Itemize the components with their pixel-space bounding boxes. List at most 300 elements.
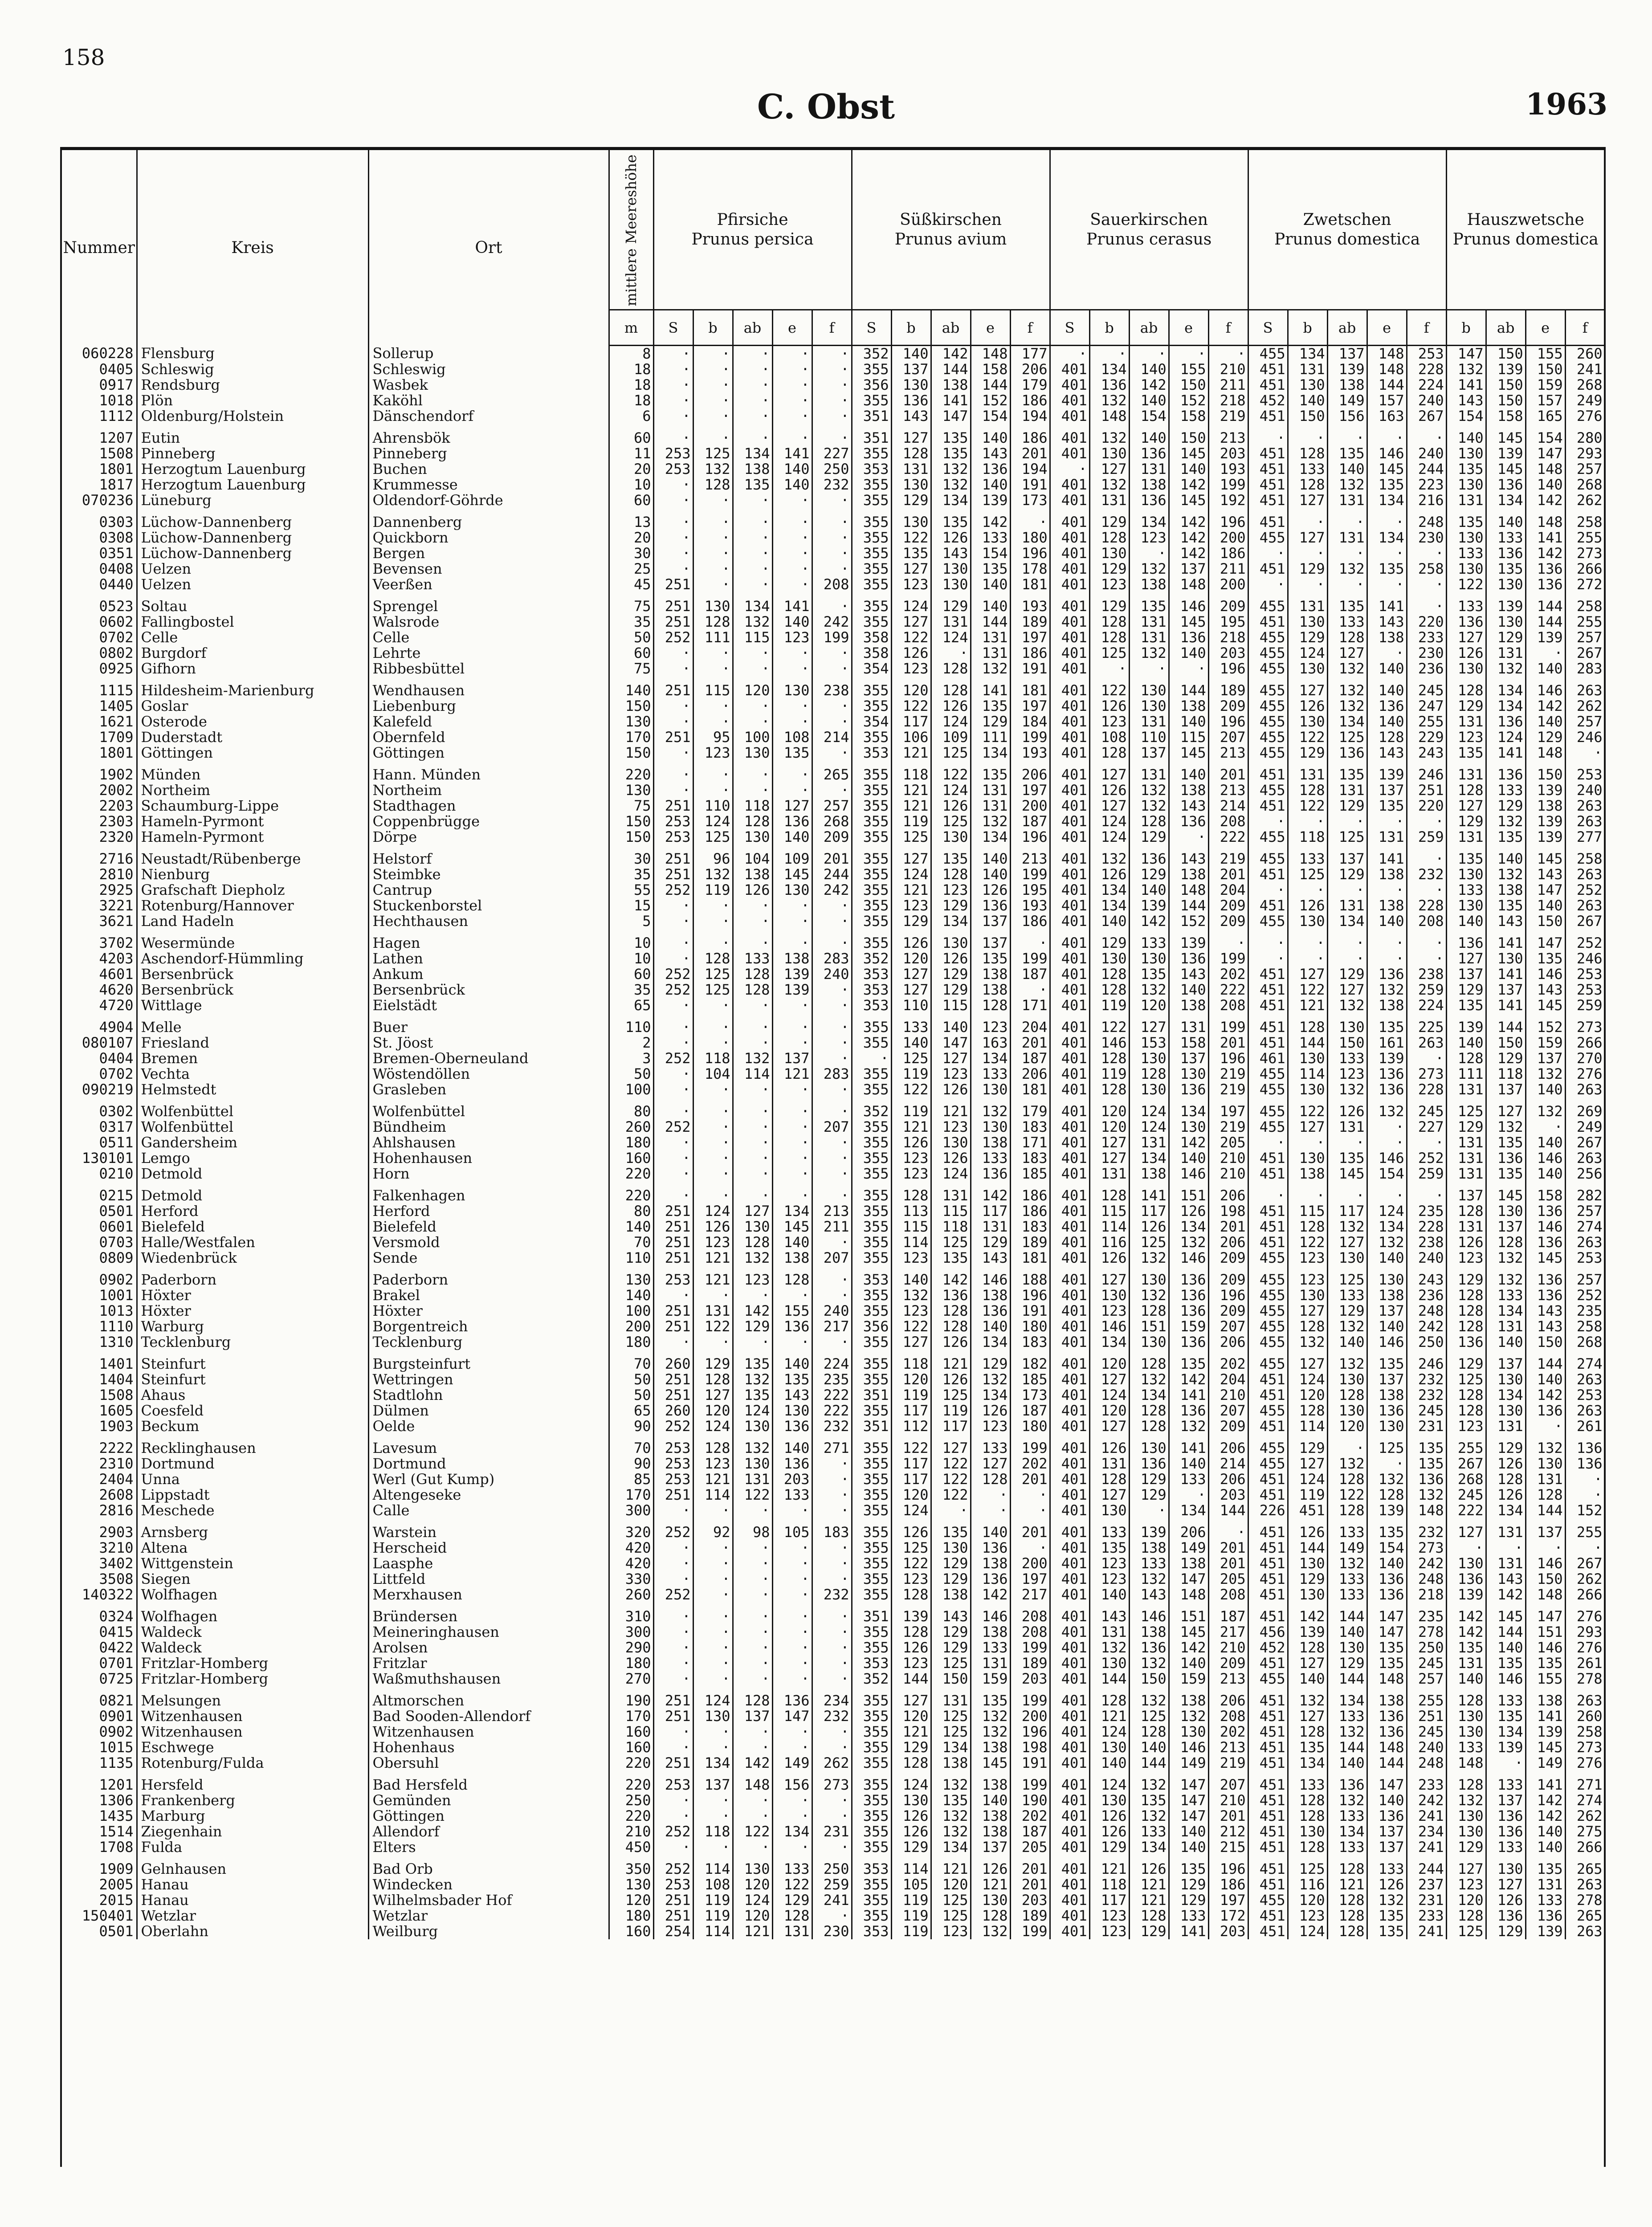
cell-value: ·: [812, 1334, 852, 1350]
cell-nummer: 2816: [62, 1503, 137, 1518]
cell-value: 138: [1169, 1556, 1208, 1571]
cell-value: 123: [891, 1250, 931, 1266]
cell-value: ·: [653, 1097, 693, 1119]
cell-value: 189: [1208, 677, 1248, 698]
cell-value: ·: [693, 1587, 733, 1603]
cell-value: 128: [1288, 1319, 1327, 1334]
cell-value: ·: [772, 530, 812, 546]
cell-value: 401: [1050, 1288, 1089, 1303]
cell-value: ·: [653, 493, 693, 508]
cell-value: 131: [1367, 829, 1407, 845]
cell-value: ·: [653, 1334, 693, 1350]
table-row: [62, 1097, 1605, 1119]
cell-value: 130: [1288, 661, 1327, 677]
cell-value: 138: [1367, 1687, 1407, 1709]
cell-value: 140: [1486, 1334, 1526, 1350]
cell-value: 136: [1526, 1203, 1565, 1219]
cell-value: 401: [1050, 1051, 1089, 1066]
cell-nummer: 150401: [62, 1908, 137, 1924]
header-group-suesskirschen: [852, 150, 1050, 310]
cell-value: 121: [1129, 1877, 1169, 1893]
cell-ort: Altmorschen: [368, 1687, 609, 1709]
cell-value: ·: [693, 783, 733, 798]
cell-kreis: Gandersheim: [137, 1135, 368, 1150]
cell-value: 208: [812, 577, 852, 592]
cell-value: 218: [1208, 630, 1248, 645]
cell-value: 134: [1129, 1840, 1169, 1855]
cell-value: 262: [812, 1755, 852, 1771]
cell-nummer: 1817: [62, 477, 137, 493]
cell-value: 122: [1089, 1013, 1129, 1035]
cell-value: 253: [1565, 982, 1605, 998]
table-row: [62, 1877, 1605, 1893]
cell-kreis: Fritzlar-Homberg: [137, 1671, 368, 1687]
cell-ort: Tecklenburg: [368, 1334, 609, 1350]
cell-nummer: 0501: [62, 1203, 137, 1219]
table-row: [62, 1687, 1605, 1709]
cell-value: 138: [971, 1624, 1010, 1640]
cell-value: 401: [1050, 1235, 1089, 1250]
cell-hoehe: 140: [609, 1288, 653, 1303]
cell-kreis: Aschendorf-Hümmling: [137, 951, 368, 967]
cell-value: ·: [693, 761, 733, 783]
cell-value: 139: [1486, 362, 1526, 377]
cell-value: 136: [1129, 845, 1169, 867]
cell-value: 121: [1129, 1893, 1169, 1908]
cell-kreis: Tecklenburg: [137, 1334, 368, 1350]
cell-value: 123: [1288, 1908, 1327, 1924]
cell-value: 128: [733, 982, 772, 998]
cell-value: 263: [1565, 1403, 1605, 1419]
cell-value: 127: [1089, 798, 1129, 814]
cell-value: 127: [891, 561, 931, 577]
table-row: [62, 982, 1605, 998]
cell-value: 455: [1248, 1097, 1288, 1119]
cell-value: 198: [1208, 1203, 1248, 1219]
cell-value: ·: [733, 1334, 772, 1350]
cell-value: 115: [931, 998, 971, 1013]
cell-value: 129: [1169, 1893, 1208, 1908]
cell-value: 401: [1050, 1893, 1089, 1908]
cell-value: 130: [1288, 1587, 1327, 1603]
cell-value: ·: [693, 1793, 733, 1808]
cell-value: 184: [1010, 714, 1050, 730]
cell-kreis: Lüchow-Dannenberg: [137, 546, 368, 561]
cell-value: 124: [931, 630, 971, 645]
cell-value: 355: [852, 898, 891, 914]
cell-value: ·: [1367, 508, 1407, 530]
cell-value: 455: [1248, 1350, 1288, 1372]
cell-value: 127: [1089, 1150, 1129, 1166]
cell-value: 260: [1565, 346, 1605, 362]
cell-value: 150: [1486, 1035, 1526, 1051]
table-row: [62, 645, 1605, 661]
cell-value: ·: [1367, 951, 1407, 967]
cell-value: 355: [852, 1035, 891, 1051]
subheader-b: b: [1446, 310, 1486, 346]
group-latin: Prunus domestica: [1274, 230, 1420, 249]
cell-value: 451: [1248, 362, 1288, 377]
cell-value: 144: [1208, 1503, 1248, 1518]
cell-value: ·: [693, 1082, 733, 1097]
cell-value: 455: [1248, 1671, 1288, 1687]
cell-value: 207: [812, 1250, 852, 1266]
cell-value: 121: [891, 882, 931, 898]
cell-value: 126: [931, 1334, 971, 1350]
cell-value: ·: [693, 393, 733, 408]
cell-value: ·: [812, 377, 852, 393]
cell-value: 240: [1565, 783, 1605, 798]
cell-hoehe: 220: [609, 1771, 653, 1793]
cell-value: 128: [1129, 1724, 1169, 1740]
cell-value: 148: [1526, 508, 1565, 530]
cell-ort: Bründersen: [368, 1603, 609, 1624]
cell-value: 142: [971, 1182, 1010, 1203]
cell-value: 109: [931, 730, 971, 745]
cell-value: 132: [1089, 477, 1129, 493]
cell-value: 253: [1565, 1250, 1605, 1266]
cell-value: 140: [772, 461, 812, 477]
cell-value: 401: [1050, 1808, 1089, 1824]
cell-value: 140: [772, 1434, 812, 1456]
cell-value: 351: [852, 1603, 891, 1624]
cell-hoehe: 50: [609, 1066, 653, 1082]
cell-value: 401: [1050, 1419, 1089, 1434]
cell-value: 235: [1407, 1603, 1446, 1624]
cell-hoehe: 11: [609, 446, 653, 461]
cell-hoehe: 150: [609, 745, 653, 761]
cell-ort: Brakel: [368, 1288, 609, 1303]
cell-value: 157: [1526, 393, 1565, 408]
cell-hoehe: 65: [609, 998, 653, 1013]
cell-value: 401: [1050, 1687, 1089, 1709]
cell-value: 129: [1446, 1840, 1486, 1855]
cell-value: 122: [1288, 982, 1327, 998]
cell-value: 206: [1208, 1434, 1248, 1456]
cell-value: 171: [1010, 998, 1050, 1013]
cell-value: 131: [891, 461, 931, 477]
cell-value: 123: [891, 1656, 931, 1671]
cell-value: 133: [1129, 1556, 1169, 1571]
cell-value: 140: [772, 614, 812, 630]
cell-ort: Dannenberg: [368, 508, 609, 530]
cell-value: 136: [1486, 714, 1526, 730]
cell-value: 154: [1129, 408, 1169, 424]
cell-ort: Buchen: [368, 461, 609, 477]
cell-kreis: Northeim: [137, 783, 368, 798]
cell-value: 136: [971, 1540, 1010, 1556]
cell-value: 147: [1169, 1808, 1208, 1824]
cell-value: ·: [812, 1235, 852, 1250]
cell-value: 134: [1129, 1150, 1169, 1166]
cell-value: 173: [1010, 1387, 1050, 1403]
cell-value: 134: [1089, 362, 1129, 377]
cell-value: 140: [971, 1319, 1010, 1334]
cell-value: 401: [1050, 951, 1089, 967]
cell-value: 130: [1288, 1150, 1327, 1166]
cell-value: 130: [733, 1219, 772, 1235]
cell-value: 117: [931, 1419, 971, 1434]
cell-nummer: 0303: [62, 508, 137, 530]
cell-value: 129: [1486, 630, 1526, 645]
cell-value: 131: [1446, 493, 1486, 508]
cell-value: 126: [891, 1808, 931, 1824]
cell-value: 121: [891, 1724, 931, 1740]
cell-value: 150: [1526, 362, 1565, 377]
cell-value: 224: [1407, 998, 1446, 1013]
cell-value: 209: [1208, 1656, 1248, 1671]
cell-value: 135: [1486, 1135, 1526, 1150]
cell-value: 131: [931, 1182, 971, 1203]
cell-value: 353: [852, 967, 891, 982]
cell-value: 263: [1565, 1235, 1605, 1250]
cell-nummer: 1435: [62, 1808, 137, 1824]
cell-value: 126: [891, 645, 931, 661]
cell-value: 265: [1565, 1908, 1605, 1924]
cell-value: 129: [1327, 967, 1367, 982]
cell-value: 354: [852, 661, 891, 677]
table-row: [62, 661, 1605, 677]
cell-value: 129: [1129, 867, 1169, 882]
cell-value: 200: [1208, 530, 1248, 546]
cell-value: 146: [1367, 1150, 1407, 1166]
cell-value: ·: [653, 1793, 693, 1808]
cell-value: 133: [1327, 1518, 1367, 1540]
cell-value: 186: [1010, 1182, 1050, 1203]
cell-value: 401: [1050, 745, 1089, 761]
cell-kreis: Wittlage: [137, 998, 368, 1013]
cell-kreis: Siegen: [137, 1571, 368, 1587]
cell-value: 133: [1327, 1288, 1367, 1303]
cell-value: 273: [1565, 546, 1605, 561]
cell-value: 132: [1089, 424, 1129, 446]
table-row: [62, 1624, 1605, 1640]
cell-value: 126: [971, 1855, 1010, 1877]
cell-value: 136: [1446, 1571, 1486, 1587]
cell-value: 451: [1248, 1540, 1288, 1556]
cell-value: 132: [931, 1808, 971, 1824]
cell-value: 451: [1248, 1603, 1288, 1624]
cell-ort: Waßmuthshausen: [368, 1671, 609, 1687]
cell-value: 163: [1367, 408, 1407, 424]
cell-value: 133: [1446, 1740, 1486, 1755]
cell-value: 142: [1169, 530, 1208, 546]
cell-kreis: Hanau: [137, 1877, 368, 1893]
cell-value: 129: [1089, 1840, 1129, 1855]
cell-value: 144: [1526, 1503, 1565, 1518]
cell-ort: Wolfenbüttel: [368, 1097, 609, 1119]
cell-value: 131: [971, 1656, 1010, 1671]
cell-value: 133: [1486, 1288, 1526, 1303]
cell-kreis: Detmold: [137, 1166, 368, 1182]
cell-nummer: 0802: [62, 645, 137, 661]
cell-value: 138: [971, 1135, 1010, 1150]
cell-value: 136: [1486, 1808, 1526, 1824]
cell-value: 455: [1248, 1250, 1288, 1266]
cell-value: ·: [772, 1808, 812, 1824]
cell-value: ·: [733, 1135, 772, 1150]
cell-value: 132: [1526, 1434, 1565, 1456]
cell-value: 130: [1446, 1808, 1486, 1824]
cell-value: 134: [1327, 914, 1367, 929]
cell-value: 133: [1486, 1840, 1526, 1855]
cell-value: 117: [891, 1456, 931, 1472]
cell-value: ·: [772, 362, 812, 377]
cell-value: 401: [1050, 1066, 1089, 1082]
cell-value: 401: [1050, 408, 1089, 424]
cell-value: 135: [971, 561, 1010, 577]
cell-value: 128: [1288, 1640, 1327, 1656]
cell-value: 142: [931, 1266, 971, 1288]
cell-value: 131: [1089, 1456, 1129, 1472]
cell-value: 351: [852, 424, 891, 446]
cell-value: 126: [891, 1518, 931, 1540]
cell-value: 140: [1526, 898, 1565, 914]
cell-value: 251: [653, 1203, 693, 1219]
cell-value: 249: [1565, 1119, 1605, 1135]
cell-value: 123: [891, 1166, 931, 1182]
cell-value: 133: [1327, 1840, 1367, 1855]
cell-value: 146: [1169, 1166, 1208, 1182]
cell-value: 134: [1367, 493, 1407, 508]
cell-value: 128: [1089, 745, 1129, 761]
cell-value: 451: [1248, 1855, 1288, 1877]
cell-value: 132: [931, 461, 971, 477]
cell-ort: Lavesum: [368, 1434, 609, 1456]
table-body: [62, 346, 1605, 1940]
cell-value: ·: [693, 362, 733, 377]
table-row: [62, 546, 1605, 561]
cell-value: 131: [1288, 761, 1327, 783]
cell-value: 273: [1407, 1540, 1446, 1556]
cell-kreis: Beckum: [137, 1419, 368, 1434]
cell-value: ·: [693, 408, 733, 424]
cell-value: 135: [1327, 1150, 1367, 1166]
cell-value: ·: [733, 1740, 772, 1755]
cell-value: 451: [1248, 1687, 1288, 1709]
cell-value: 130: [733, 745, 772, 761]
cell-nummer: 0408: [62, 561, 137, 577]
cell-value: 213: [1010, 845, 1050, 867]
cell-value: 128: [1446, 1771, 1486, 1793]
cell-value: 401: [1050, 645, 1089, 661]
cell-value: 196: [1208, 714, 1248, 730]
cell-value: 145: [1169, 745, 1208, 761]
cell-ort: Bersenbrück: [368, 982, 609, 998]
cell-value: 451: [1248, 1755, 1288, 1771]
cell-nummer: 0404: [62, 1051, 137, 1066]
cell-value: 134: [1327, 714, 1367, 730]
cell-value: 130: [1446, 477, 1486, 493]
cell-value: 140: [1169, 1656, 1208, 1671]
cell-value: 267: [1565, 645, 1605, 661]
cell-value: 148: [1169, 1587, 1208, 1603]
cell-kreis: Wolfhagen: [137, 1587, 368, 1603]
cell-value: 130: [1169, 1066, 1208, 1082]
cell-value: 131: [971, 783, 1010, 798]
cell-value: 215: [1208, 1840, 1248, 1855]
fruit-phenology-table: [62, 150, 1606, 1939]
cell-value: 202: [1010, 1456, 1050, 1472]
cell-hoehe: 110: [609, 1250, 653, 1266]
cell-nummer: 4904: [62, 1013, 137, 1035]
cell-value: 136: [1486, 761, 1526, 783]
cell-value: 128: [733, 1687, 772, 1709]
cell-value: 127: [733, 1203, 772, 1219]
cell-kreis: Hersfeld: [137, 1771, 368, 1793]
cell-value: 401: [1050, 1203, 1089, 1219]
cell-value: 252: [653, 1824, 693, 1840]
cell-value: 245: [1407, 1724, 1446, 1740]
cell-value: 136: [772, 1319, 812, 1334]
cell-value: 143: [931, 546, 971, 561]
cell-value: 134: [1129, 1387, 1169, 1403]
cell-value: 196: [1010, 546, 1050, 561]
cell-value: 152: [1169, 914, 1208, 929]
cell-value: ·: [693, 508, 733, 530]
cell-value: 401: [1050, 1334, 1089, 1350]
cell-value: 150: [1526, 1334, 1565, 1350]
cell-value: 401: [1050, 393, 1089, 408]
cell-value: 451: [1248, 1150, 1288, 1166]
cell-value: 230: [1407, 530, 1446, 546]
cell-value: 241: [1407, 1808, 1446, 1824]
cell-value: ·: [812, 1624, 852, 1640]
cell-ort: Wetzlar: [368, 1908, 609, 1924]
cell-value: 155: [1169, 362, 1208, 377]
cell-value: 136: [1367, 1403, 1407, 1419]
cell-value: 124: [693, 1687, 733, 1709]
cell-value: 201: [1010, 1518, 1050, 1540]
cell-value: 143: [931, 1603, 971, 1624]
cell-hoehe: 10: [609, 951, 653, 967]
cell-value: 138: [1169, 783, 1208, 798]
cell-value: 206: [1010, 1066, 1050, 1082]
cell-hoehe: 310: [609, 1603, 653, 1624]
cell-value: 401: [1050, 867, 1089, 882]
cell-value: ·: [1288, 1135, 1327, 1150]
cell-value: 274: [1565, 1219, 1605, 1235]
cell-value: ·: [693, 1540, 733, 1556]
cell-value: ·: [653, 661, 693, 677]
cell-ort: Stadthagen: [368, 798, 609, 814]
cell-value: ·: [733, 1119, 772, 1135]
cell-value: ·: [733, 914, 772, 929]
cell-value: 133: [891, 1013, 931, 1035]
cell-value: 128: [1446, 1051, 1486, 1066]
cell-value: 352: [852, 1671, 891, 1687]
table-row: [62, 1203, 1605, 1219]
cell-value: 128: [1327, 1387, 1367, 1403]
cell-value: 130: [931, 829, 971, 845]
cell-value: 401: [1050, 1740, 1089, 1755]
cell-value: 201: [1208, 1035, 1248, 1051]
cell-hoehe: 30: [609, 845, 653, 867]
cell-nummer: 0440: [62, 577, 137, 592]
cell-value: 126: [1089, 1824, 1129, 1840]
cell-value: 132: [1129, 1656, 1169, 1671]
cell-value: ·: [693, 424, 733, 446]
cell-value: 143: [1486, 1571, 1526, 1587]
cell-value: 122: [931, 1456, 971, 1472]
cell-value: 203: [1208, 645, 1248, 661]
cell-nummer: 0925: [62, 661, 137, 677]
cell-value: 253: [1565, 761, 1605, 783]
cell-value: 128: [931, 677, 971, 698]
cell-value: 130: [1446, 446, 1486, 461]
cell-value: 274: [1565, 1350, 1605, 1372]
cell-value: ·: [812, 1487, 852, 1503]
